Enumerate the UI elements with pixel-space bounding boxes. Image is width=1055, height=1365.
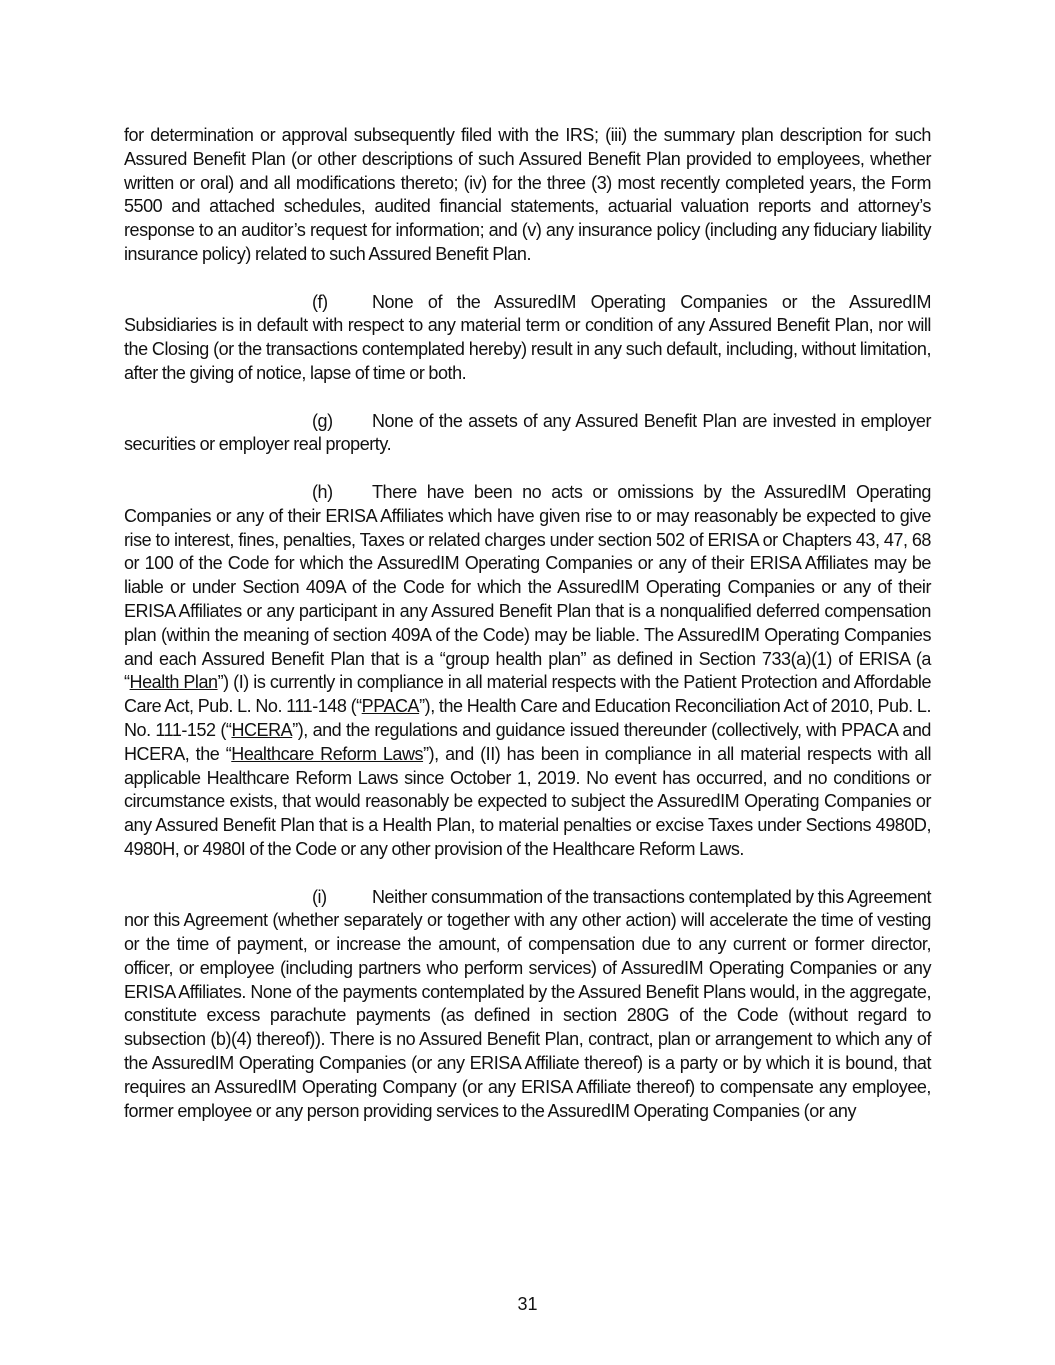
paragraph-h-text-1: There have been no acts or omissions by the AssuredIM Operating Companies or any of their ERISA Affiliates which have given rise to or may reasonably be expected to give rise to interest, fines, penalties, Taxes or related charges under section 502 of ERISA or Chapters 43, 47, 68 or 100 of the Code for which the AssuredIM Operating Companies or any of their ERISA Affiliates may be liable or under Section 409A of the Code for which the AssuredIM Operating Companies or any of their ERISA Affiliates or any participant in any Assured Benefit Plan that is a nonqualified deferred compensation plan (within the meaning of section 409A of the Code) may be liable. The AssuredIM Operating Companies and each Assured Benefit Plan that is a “group health plan” as defined in Section 733(a)(1) of ERISA (a “ bbox=[124, 481, 931, 693]
paragraph-h-text-5: ”), and (II) has been in compliance in all material respects with all applicable Healthcare Reform Laws since October 1, 2019. No event has occurred, and no conditions or circumstance exists, that would reasonably be expected to subject the AssuredIM Operating Companies or any Assured Benefit Plan that is a Health Plan, to material penalties or excise Taxes under Sections 4980D, 4980H, or 4980I of the Code or any other provision of the Healthcare Reform Laws. bbox=[124, 743, 931, 859]
section-marker-f: (f) bbox=[312, 291, 328, 312]
section-marker-g: (g) bbox=[312, 410, 333, 431]
paragraph-i bbox=[124, 886, 931, 1124]
defined-term-health-plan: Health Plan bbox=[129, 672, 218, 693]
section-marker-i: (i) bbox=[312, 886, 327, 907]
defined-term-hcera: HCERA bbox=[231, 719, 293, 740]
defined-term-ppaca: PPACA bbox=[361, 696, 420, 717]
defined-term-healthcare-reform-laws: Healthcare Reform Laws bbox=[231, 743, 424, 764]
document-page bbox=[124, 124, 931, 1123]
paragraph-h bbox=[124, 481, 931, 862]
paragraph-i-text: Neither consummation of the transactions contemplated by this Agreement nor this Agreement (whether separately or together with any other action) will accelerate the time of vesting or the time of payment, or increase the amount, of compensation due to any current or former director, officer, or employee (including partners who perform services) of AssuredIM Operating Companies or any ERISA Affiliates. None of the payments contemplated by the Assured Benefit Plans would, in the aggregate, constitute excess parachute payments (as defined in section 280G of the Code (without regard to subsection (b)(4) thereof)). There is no Assured Benefit Plan, contract, plan or arrangement to which any of the AssuredIM Operating Companies (or any ERISA Affiliate thereof) is a party or by which it is bound, that requires an AssuredIM Operating Company (or any ERISA Affiliate thereof) to compensate any employee, former employee or any person providing services to the AssuredIM Operating Companies (or any bbox=[124, 886, 931, 1121]
paragraph-f-text: None of the AssuredIM Operating Companies or the AssuredIM Subsidiaries is in default with respect to any material term or condition of any Assured Benefit Plan, nor will the Closing (or the transactions contemplated hereby) result in any such default, including, without limitation, after the giving of notice, lapse of time or both. bbox=[124, 291, 931, 383]
paragraph-f bbox=[124, 291, 931, 386]
paragraph-g bbox=[124, 410, 931, 458]
section-marker-h: (h) bbox=[312, 481, 333, 502]
paragraph-g-text: None of the assets of any Assured Benefit Plan are invested in employer securities or employer real property. bbox=[124, 410, 931, 455]
paragraph-h-text-4: ”), and the regulations and guidance issued thereunder (collectively, with PPACA and HCERA, the “ bbox=[124, 719, 931, 764]
paragraph-h-text-3: ”), the Health Care and Education Reconciliation Act of 2010, Pub. L. No. 111-152 (“ bbox=[124, 696, 932, 740]
paragraph-intro bbox=[124, 124, 931, 267]
paragraph-intro-text: for determination or approval subsequently filed with the IRS; (iii) the summary plan description for such Assured Benefit Plan (or other descriptions of such Assured Benefit Plan provided to employees, whether written or oral) and all modifications thereto; (iv) for the three (3) most recently completed years, the Form 5500 and attached schedules, audited financial statements, actuarial valuation reports and attorney’s response to an auditor’s request for information; and (v) any insurance policy (including any fiduciary liability insurance policy) related to such Assured Benefit Plan. bbox=[124, 125, 931, 264]
paragraph-h-text-2: ”) (I) is currently in compliance in all material respects with the Patient Protection and Affordable Care Act, Pub. L. No. 111-148 (“ bbox=[124, 672, 932, 717]
page-number: 31 bbox=[517, 1294, 538, 1314]
